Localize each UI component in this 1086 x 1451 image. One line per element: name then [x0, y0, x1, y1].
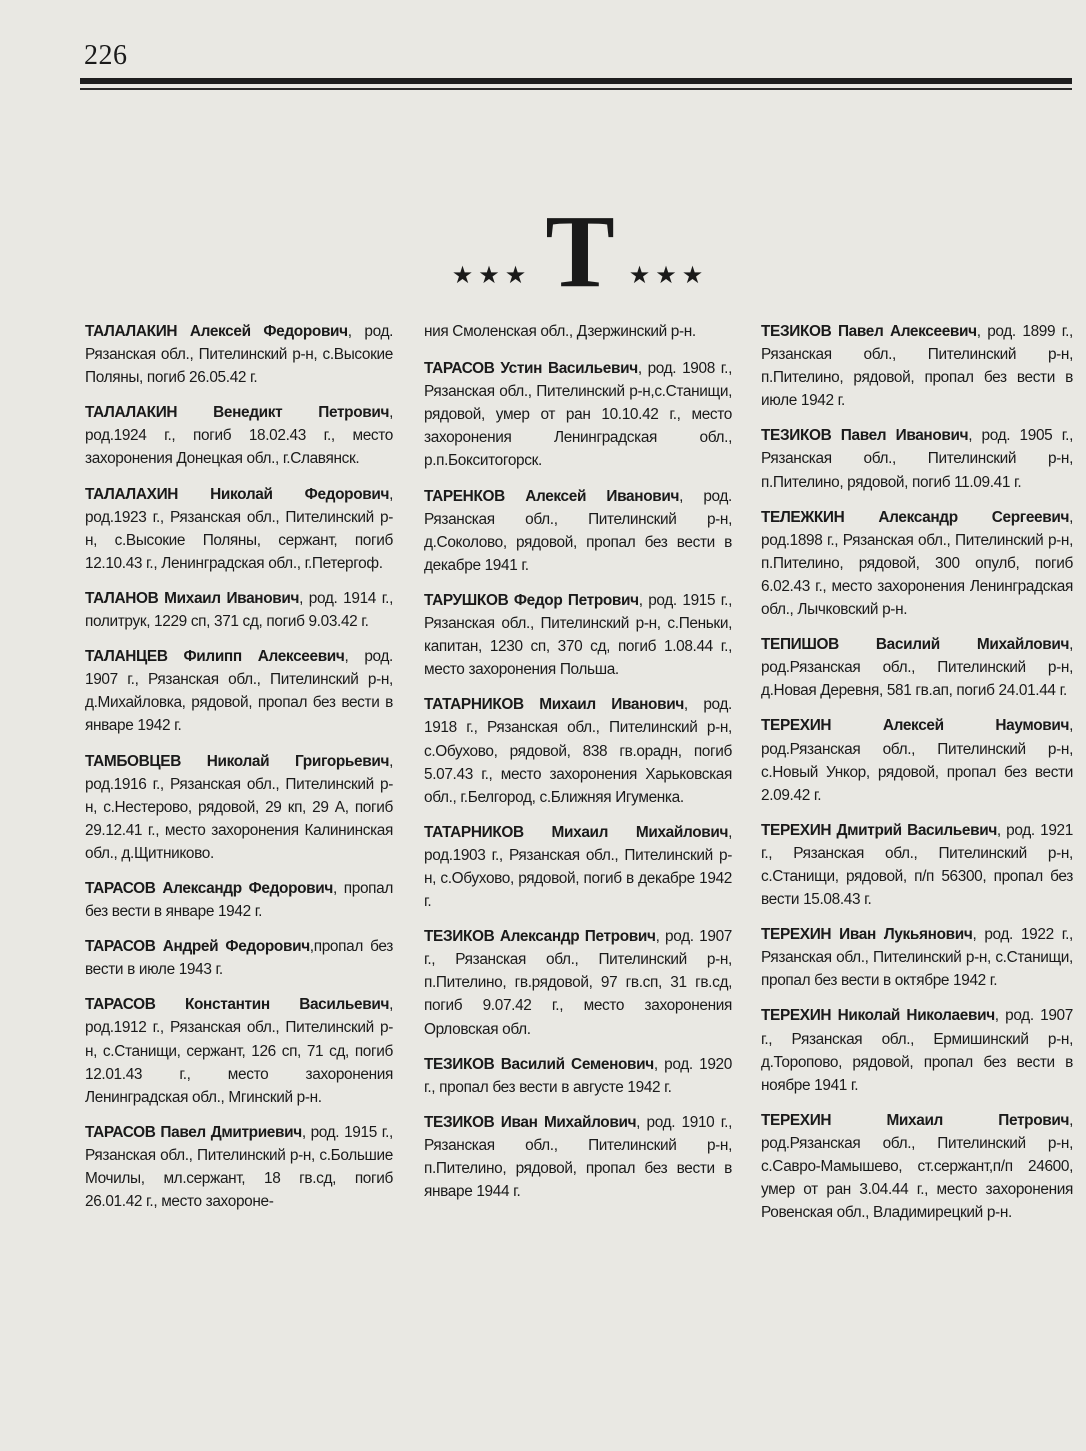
entry	[85, 750, 393, 865]
entry	[85, 993, 393, 1108]
entry-text: , род. Рязанская обл., Пителинский р-н, д.Соколово, рядовой, пропал без вести в декабре 1941 г.	[424, 487, 732, 574]
entry-text: , род.1924 г., погиб 18.02.43 г., место захоронения Донецкая обл., г.Славянск.	[85, 404, 393, 468]
entry-text: , род.Рязанская обл., Пителинский р-н, д.Новая Деревня, 581 гв.ап, погиб 24.01.44 г.	[761, 636, 1073, 700]
entry-name: ТАРАСОВ Андрей Федорович	[85, 938, 310, 956]
entry	[85, 320, 393, 389]
section-letter: Т	[545, 193, 615, 309]
entry	[85, 935, 393, 981]
entry-name: ТЕЗИКОВ Иван Михайлович	[424, 1113, 637, 1131]
entry-name: ТАРУШКОВ Федор Петрович	[424, 591, 639, 609]
entry-name: ТЕРЕХИН Иван Лукьянович	[761, 926, 973, 944]
entry-name: ТЕРЕХИН Николай Николаевич	[761, 1007, 995, 1025]
entry-name: ТЕЗИКОВ Павел Алексеевич	[761, 323, 977, 340]
entry	[761, 633, 1073, 702]
entry-name: ТАРЕНКОВ Алексей Иванович	[424, 487, 680, 505]
entry	[761, 923, 1073, 992]
entry	[85, 587, 393, 633]
entry-text: ,пропал без вести в июле 1943 г.	[85, 938, 393, 979]
entry	[85, 645, 393, 737]
entry-text: , род. 1910 г., Рязанская обл., Пителинский р-н, п.Пителино, рядовой, пропал без вести в январе 1944 г.	[424, 1113, 732, 1201]
page-number: 226	[84, 40, 128, 71]
entry-name: ТЕРЕХИН Михаил Петрович	[761, 1111, 1070, 1129]
entry	[761, 714, 1073, 806]
entry	[424, 357, 732, 472]
entry-text: , род. 1915 г., Рязанская обл., Пителинский р-н, с.Пеньки, капитан, 1230 сп, 370 сд, погиб 1.08.44 г., место захоронения Польша.	[424, 591, 733, 679]
entry-text: , род. 1918 г., Рязанская обл., Пителинский р-н, с.Обухово, рядовой, 838 гв.орадн, погиб 5.07.43 г., место захоронения Харьковская обл., г.Белгород, с.Ближняя Игуменка.	[424, 696, 732, 806]
entry-text: , род. 1907 г., Рязанская обл., Ермишинский р-н, д.Торопово, рядовой, пропал без вести в ноябре 1941 г.	[761, 1007, 1073, 1094]
entry-text: , род.1923 г., Рязанская обл., Пителинский р-н, с.Высокие Поляны, сержант, погиб 12.10.43 г., Ленинградская обл., г.Петергоф.	[85, 485, 393, 572]
entry-text: , род.Рязанская обл., Пителинский р-н, с.Новый Ункор, рядовой, пропал без вести 2.09.42 г.	[761, 717, 1073, 804]
entry-text: , род. 1908 г., Рязанская обл., Пителинский р-н,с.Станищи, рядовой, умер от ран 10.10.42 г., место захоронения Ленинградская обл., р.п.Бокситогорск.	[424, 360, 732, 470]
entry-name: ТАТАРНИКОВ Михаил Михайлович	[424, 823, 729, 841]
entry-name: ТЕЗИКОВ Александр Петрович	[424, 928, 656, 946]
entry-text: , род. 1922 г., Рязанская обл., Пителинский р-н, с.Станищи, пропал без вести в октябре 1942 г.	[761, 926, 1073, 990]
entry-text: , род. 1920 г., пропал без вести в августе 1942 г.	[424, 1055, 732, 1096]
entry-name: ТЕРЕХИН Дмитрий Васильевич	[761, 821, 997, 839]
entry-text: , род.1916 г., Рязанская обл., Пителинский р-н, с.Нестерово, рядовой, 29 кп, 29 А, погиб 29.12.41 г., место захоронения Калининская обл., д.Щитниково.	[85, 752, 393, 862]
entry	[424, 693, 732, 808]
entry-name: ТЕЗИКОВ Павел Иванович	[761, 427, 969, 445]
entry-continuation	[424, 320, 732, 343]
entry-text: , род.1898 г., Рязанская обл., Пителинский р-н, п.Пителино, рядовой, 300 опулб, погиб 6.02.43 г., место захоронения Ленинградская обл., Лычковский р-н.	[761, 508, 1073, 619]
entry	[424, 1111, 732, 1203]
column-2	[424, 320, 732, 1215]
entry-name: ТЕРЕХИН Алексей Наумович	[761, 717, 1070, 735]
entry-text: , род. 1899 г., Рязанская обл., Пителинский р-н, п.Пителино, рядовой, пропал без вести в июле 1942 г.	[761, 323, 1073, 410]
entry-text: , род.1903 г., Рязанская обл., Пителинский р-н, с.Обухово, рядовой, погиб в декабре 1942 г.	[424, 823, 732, 911]
entry-text: , род. 1915 г., Рязанская обл., Пителинский р-н, с.Большие Мочилы, мл.сержант, 18 гв.сд, погиб 26.01.42 г., место захороне-	[85, 1123, 393, 1211]
column-3	[761, 320, 1073, 1236]
entry-name: ТАЛАЛАКИН Алексей Федорович	[85, 323, 348, 340]
entry-name: ТАЛАЛАКИН Венедикт Петрович	[85, 404, 390, 422]
entry	[761, 1109, 1073, 1224]
entry-text: , род. 1907 г., Рязанская обл., Пителинский р-н, п.Пителино, гв.рядовой, 97 гв.сп, 31 гв.сд, погиб 9.07.42 г., место захоронения Орловская обл.	[424, 928, 732, 1038]
entry	[761, 320, 1073, 412]
entry-text: , пропал без вести в январе 1942 г.	[85, 879, 393, 921]
entry-text: , род.1912 г., Рязанская обл., Пителинский р-н, с.Станищи, сержант, 126 сп, 71 сд, погиб 12.01.43 г., место захоронения Ленинградская обл., Мгинский р-н.	[85, 996, 393, 1106]
entry	[85, 483, 393, 575]
entry	[761, 424, 1073, 493]
entry	[761, 1004, 1073, 1096]
entry-name: ТАРАСОВ Александр Федорович	[85, 879, 333, 897]
entry-name: ТАРАСОВ Павел Дмитриевич	[85, 1123, 302, 1141]
entry	[424, 589, 732, 681]
entry-text: , род. Рязанская обл., Пителинский р-н, с.Высокие Поляны, погиб 26.05.42 г.	[85, 323, 393, 387]
entry	[761, 506, 1073, 621]
entry	[85, 401, 393, 470]
entry-name: ТАЛАНЦЕВ Филипп Алексеевич	[85, 648, 345, 666]
entry	[424, 1053, 732, 1099]
stars-left: ★★★	[451, 263, 532, 289]
entry-name: ТАРАСОВ Устин Васильевич	[424, 360, 638, 378]
entry-text: , род. 1905 г., Рязанская обл., Пителинский р-н, п.Пителино, рядовой, погиб 11.09.41 г.	[761, 427, 1073, 491]
entry-name: ТАЛАНОВ Михаил Иванович	[85, 589, 300, 607]
header-rule-thin	[80, 88, 1072, 90]
entry	[424, 821, 732, 913]
entry-name: ТЕЗИКОВ Василий Семенович	[424, 1055, 654, 1073]
entry-name: ТАТАРНИКОВ Михаил Иванович	[424, 696, 684, 714]
entry	[85, 1121, 393, 1213]
entry-text: ния Смоленская обл., Дзержинский р-н.	[424, 323, 696, 340]
entry-name: ТАМБОВЦЕВ Николай Григорьевич	[85, 752, 390, 770]
entry	[424, 485, 732, 577]
entry-name: ТЕЛЕЖКИН Александр Сергеевич	[761, 508, 1070, 526]
entry-text: , род. 1907 г., Рязанская обл., Пителинский р-н, д.Михайловка, рядовой, пропал без вести в январе 1942 г.	[85, 648, 393, 735]
section-letter-heading	[430, 193, 730, 309]
entry	[424, 925, 732, 1040]
entry-name: ТАРАСОВ Константин Васильевич	[85, 996, 390, 1014]
header-rule-thick	[80, 78, 1072, 84]
entry-text: , род. 1914 г., политрук, 1229 сп, 371 сд, погиб 9.03.42 г.	[85, 589, 393, 631]
stars-right: ★★★	[628, 263, 709, 289]
entry-name: ТЕПИШОВ Василий Михайлович	[761, 636, 1070, 654]
entry-name: ТАЛАЛАХИН Николай Федорович	[85, 485, 390, 503]
column-1	[85, 320, 393, 1225]
entry	[85, 877, 393, 923]
entry-text: , род. 1921 г., Рязанская обл., Пителинский р-н, с.Станищи, рядовой, п/п 56300, пропал без вести 15.08.43 г.	[761, 821, 1073, 909]
entry-text: , род.Рязанская обл., Пителинский р-н, с.Савро-Мамышево, ст.сержант,п/п 24600, умер от ран 3.04.44 г., место захоронения Ровенская обл., Владимирецкий р-н.	[761, 1111, 1073, 1222]
entry	[761, 819, 1073, 911]
